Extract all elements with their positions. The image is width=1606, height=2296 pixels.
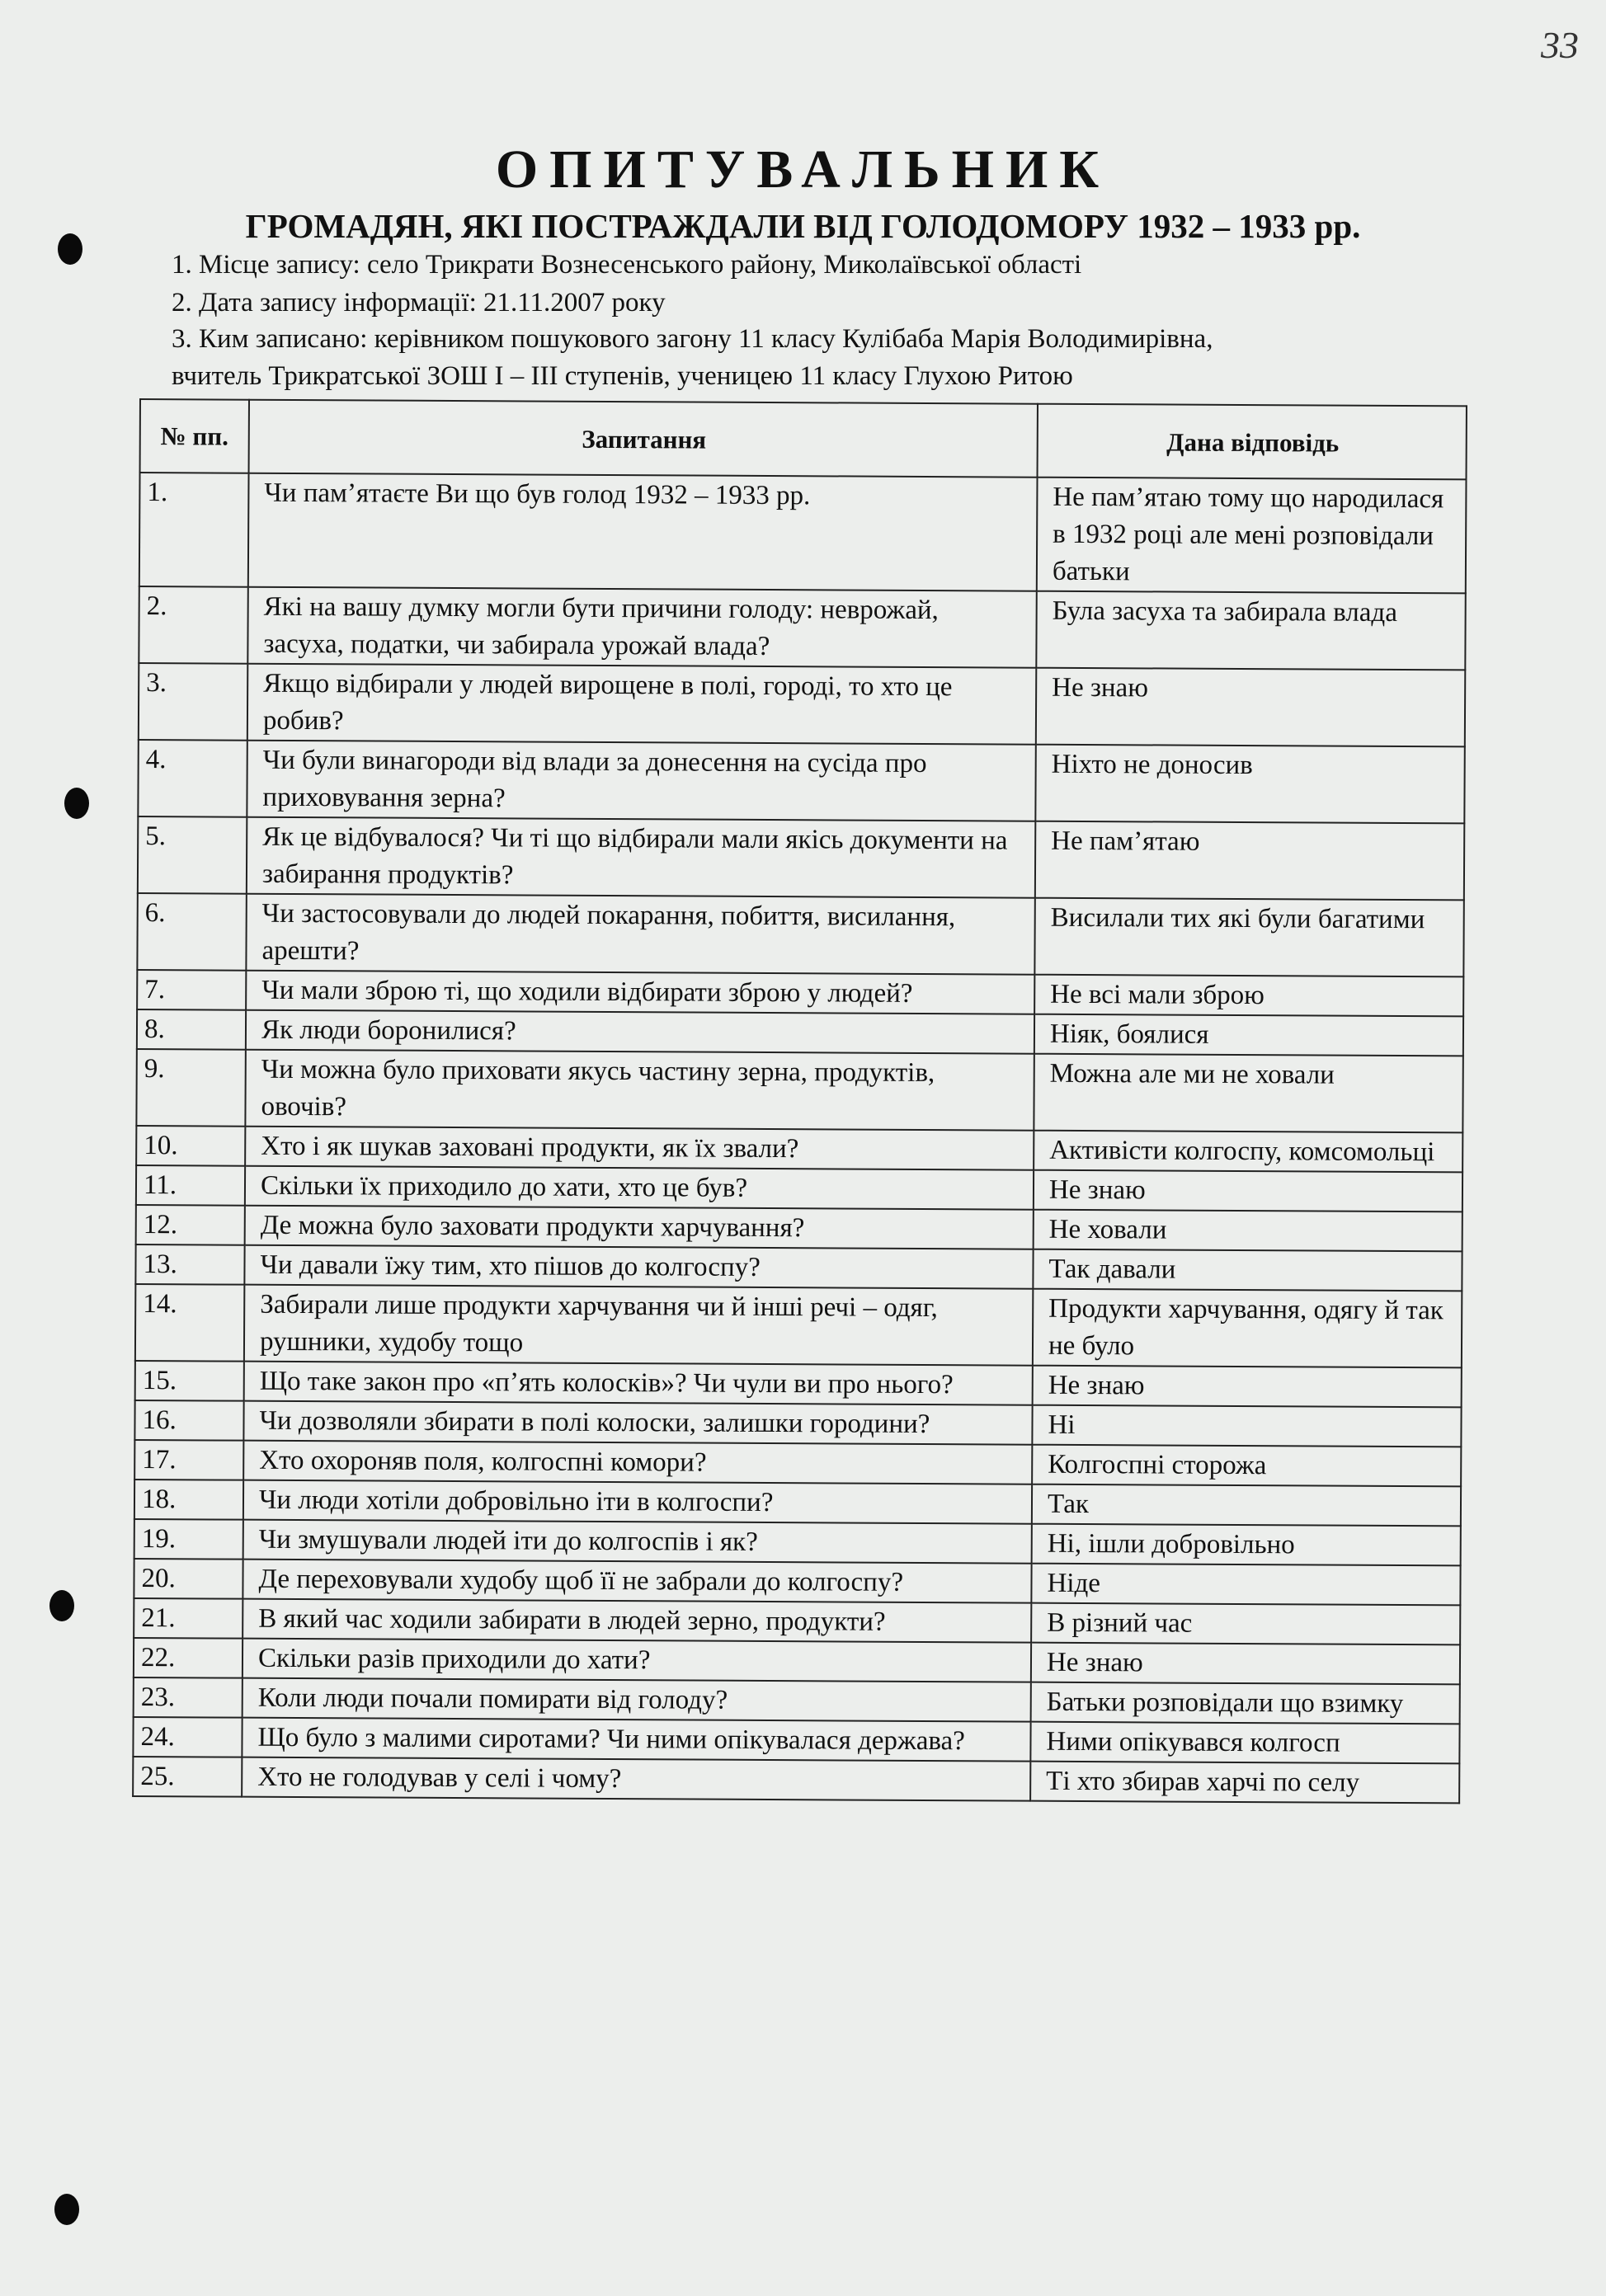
answer-cell: Ті хто збирав харчі по селу bbox=[1030, 1762, 1459, 1804]
question-cell: Скільки їх приходило до хати, хто це був? bbox=[245, 1166, 1034, 1210]
answer-cell: Ні, ішли добровільно bbox=[1032, 1524, 1461, 1566]
answer-cell: Не знаю bbox=[1036, 668, 1465, 747]
question-cell: Чи були винагороди від влади за донесення на сусіда про приховування зерна? bbox=[247, 741, 1035, 821]
row-number: 12. bbox=[136, 1205, 245, 1245]
table-row bbox=[137, 893, 1463, 976]
table-row bbox=[135, 1284, 1462, 1367]
table-row bbox=[136, 1049, 1462, 1132]
question-cell: Де переховували худобу щоб її не забрали до колгоспу? bbox=[243, 1560, 1031, 1603]
info-line: 2. Дата запису інформації: 21.11.2007 року bbox=[172, 288, 666, 318]
question-cell: Які на вашу думку могли бути причини голоду: неврожай, засуха, податки, чи забирала урожай влада? bbox=[247, 587, 1036, 668]
table-row bbox=[135, 1244, 1462, 1291]
question-cell: Що було з малими сиротами? Чи ними опікувалася держава? bbox=[242, 1718, 1030, 1762]
answer-cell: Ніде bbox=[1031, 1564, 1460, 1606]
handwritten-page-number: 33 bbox=[1541, 24, 1579, 66]
row-number: 10. bbox=[136, 1126, 245, 1166]
row-number: 11. bbox=[136, 1165, 245, 1206]
table-row bbox=[134, 1598, 1460, 1644]
table-row bbox=[133, 1757, 1459, 1803]
row-number: 20. bbox=[134, 1559, 243, 1599]
row-number: 7. bbox=[137, 970, 246, 1010]
table-row bbox=[139, 473, 1467, 593]
table-row bbox=[136, 1205, 1462, 1251]
table-row bbox=[136, 1165, 1462, 1212]
question-cell: Скільки разів приходили до хати? bbox=[243, 1639, 1031, 1682]
punch-hole bbox=[49, 1590, 74, 1621]
question-cell: Чи дозволяли збирати в полі колоски, залишки городини? bbox=[243, 1401, 1032, 1445]
answer-cell: Активісти колгоспу, комсомольці bbox=[1034, 1131, 1462, 1173]
table-row bbox=[134, 1559, 1460, 1605]
document-title: ОПИТУВАЛЬНИК bbox=[495, 139, 1111, 200]
row-number: 23. bbox=[134, 1677, 243, 1718]
question-cell: Хто охороняв поля, колгоспні комори? bbox=[243, 1441, 1032, 1484]
answer-cell: Не знаю bbox=[1034, 1170, 1462, 1212]
answer-cell: Ніхто не доносив bbox=[1035, 745, 1464, 824]
row-number: 1. bbox=[139, 473, 249, 587]
row-number: 5. bbox=[138, 816, 247, 894]
question-cell: Як це відбувалося? Чи ті що відбирали мали якісь документи на забирання продуктів? bbox=[247, 817, 1035, 898]
row-number: 22. bbox=[134, 1638, 243, 1678]
table-row bbox=[137, 970, 1463, 1016]
table-row bbox=[137, 1009, 1463, 1056]
question-cell: Коли люди почали помирати від голоду? bbox=[243, 1678, 1031, 1722]
table-row bbox=[134, 1400, 1461, 1447]
answer-cell: Так bbox=[1032, 1484, 1461, 1527]
answer-cell: Була засуха та забирала влада bbox=[1036, 591, 1465, 670]
row-number: 13. bbox=[135, 1244, 244, 1285]
table-row bbox=[134, 1480, 1461, 1526]
table-row bbox=[134, 1440, 1461, 1486]
question-cell: Чи змушували людей іти до колгоспів і як? bbox=[243, 1520, 1032, 1564]
question-cell: Чи можна було приховати якусь частину зерна, продуктів, овочів? bbox=[245, 1050, 1034, 1131]
answer-cell: Ними опікувався колгосп bbox=[1030, 1722, 1459, 1764]
info-line: 3. Ким записано: керівником пошукового загону 11 класу Кулібаба Марія Володимирівна, bbox=[172, 324, 1213, 354]
row-number: 25. bbox=[133, 1757, 242, 1797]
question-cell: Хто не голодував у селі і чому? bbox=[242, 1757, 1030, 1801]
row-number: 6. bbox=[137, 893, 246, 971]
info-line: вчитель Трикратської ЗОШ І – ІІІ ступенів, ученицею 11 класу Глухою Ритою bbox=[172, 361, 1073, 391]
answer-cell: Не всі мали зброю bbox=[1034, 975, 1463, 1017]
header-answer: Дана відповідь bbox=[1038, 404, 1467, 480]
header-question: Запитання bbox=[249, 400, 1038, 478]
question-cell: Чи люди хотіли добровільно іти в колгоспи? bbox=[243, 1480, 1032, 1524]
row-number: 19. bbox=[134, 1519, 243, 1560]
question-cell: Як люди боронилися? bbox=[246, 1010, 1034, 1054]
punch-hole bbox=[54, 2194, 79, 2225]
answer-cell: Продукти харчування, одягу й так не було bbox=[1033, 1289, 1462, 1368]
row-number: 2. bbox=[139, 586, 247, 664]
row-number: 21. bbox=[134, 1598, 243, 1639]
question-cell: Забирали лише продукти харчування чи й інші речі – одяг, рушники, худобу тощо bbox=[244, 1285, 1033, 1366]
table-row bbox=[138, 740, 1464, 823]
table-row bbox=[139, 586, 1465, 670]
answer-cell: В різний час bbox=[1031, 1603, 1460, 1645]
question-cell: Якщо відбирали у людей вирощене в полі, городі, то хто це робив? bbox=[247, 664, 1036, 745]
table-row bbox=[134, 1519, 1461, 1565]
table-row bbox=[134, 1677, 1460, 1724]
punch-hole bbox=[64, 788, 89, 819]
row-number: 17. bbox=[134, 1440, 243, 1480]
answer-cell: Батьки розповідали що взимку bbox=[1031, 1682, 1460, 1724]
table-header-row bbox=[140, 399, 1467, 479]
row-number: 15. bbox=[135, 1361, 244, 1401]
answer-cell: Не ховали bbox=[1034, 1210, 1462, 1252]
table-row bbox=[138, 816, 1464, 900]
row-number: 14. bbox=[135, 1284, 244, 1362]
questionnaire-table bbox=[132, 398, 1467, 1804]
question-cell: Хто і як шукав заховані продукти, як їх звали? bbox=[245, 1127, 1034, 1170]
row-number: 4. bbox=[138, 740, 247, 817]
row-number: 24. bbox=[133, 1717, 242, 1757]
row-number: 9. bbox=[136, 1049, 245, 1127]
table-row bbox=[136, 1126, 1462, 1172]
info-line: 1. Місце запису: село Трикрати Вознесенського району, Миколаївської області bbox=[172, 250, 1082, 280]
question-cell: Чи застосовували до людей покарання, побиття, висилання, арешти? bbox=[246, 894, 1034, 975]
answer-cell: Ні bbox=[1032, 1405, 1461, 1447]
question-cell: Що таке закон про «п’ять колосків»? Чи чули ви про нього? bbox=[244, 1362, 1033, 1405]
answer-cell: Висилали тих які були багатими bbox=[1034, 898, 1463, 977]
answer-cell: Ніяк, боялися bbox=[1034, 1014, 1463, 1056]
question-cell: В який час ходили забирати в людей зерно, продукти? bbox=[243, 1599, 1031, 1643]
row-number: 18. bbox=[134, 1480, 243, 1520]
answer-cell: Колгоспні сторожа bbox=[1032, 1445, 1461, 1487]
table-row bbox=[134, 1638, 1460, 1684]
answer-cell: Не пам’ятаю тому що народилася в 1932 році але мені розповідали батьки bbox=[1037, 478, 1467, 594]
table-row bbox=[139, 663, 1465, 746]
table-row bbox=[133, 1717, 1459, 1763]
answer-cell: Не пам’ятаю bbox=[1035, 821, 1464, 901]
question-cell: Де можна було заховати продукти харчування? bbox=[245, 1206, 1034, 1249]
answer-cell: Так давали bbox=[1033, 1249, 1462, 1292]
row-number: 16. bbox=[134, 1400, 243, 1441]
document-subtitle: ГРОМАДЯН, ЯКІ ПОСТРАЖДАЛИ ВІД ГОЛОДОМОРУ 1932 – 1933 рр. bbox=[245, 207, 1361, 245]
answer-cell: Не знаю bbox=[1031, 1643, 1460, 1685]
row-number: 3. bbox=[139, 663, 247, 741]
header-number: № пп. bbox=[140, 399, 249, 473]
table-row bbox=[135, 1361, 1462, 1407]
answer-cell: Не знаю bbox=[1033, 1366, 1462, 1408]
row-number: 8. bbox=[137, 1009, 246, 1050]
question-cell: Чи давали їжу тим, хто пішов до колгоспу? bbox=[244, 1245, 1033, 1289]
question-cell: Чи пам’ятаєте Ви що був голод 1932 – 1933 рр. bbox=[248, 473, 1038, 591]
question-cell: Чи мали зброю ті, що ходили відбирати зброю у людей? bbox=[246, 971, 1034, 1014]
answer-cell: Можна але ми не ховали bbox=[1034, 1054, 1462, 1133]
